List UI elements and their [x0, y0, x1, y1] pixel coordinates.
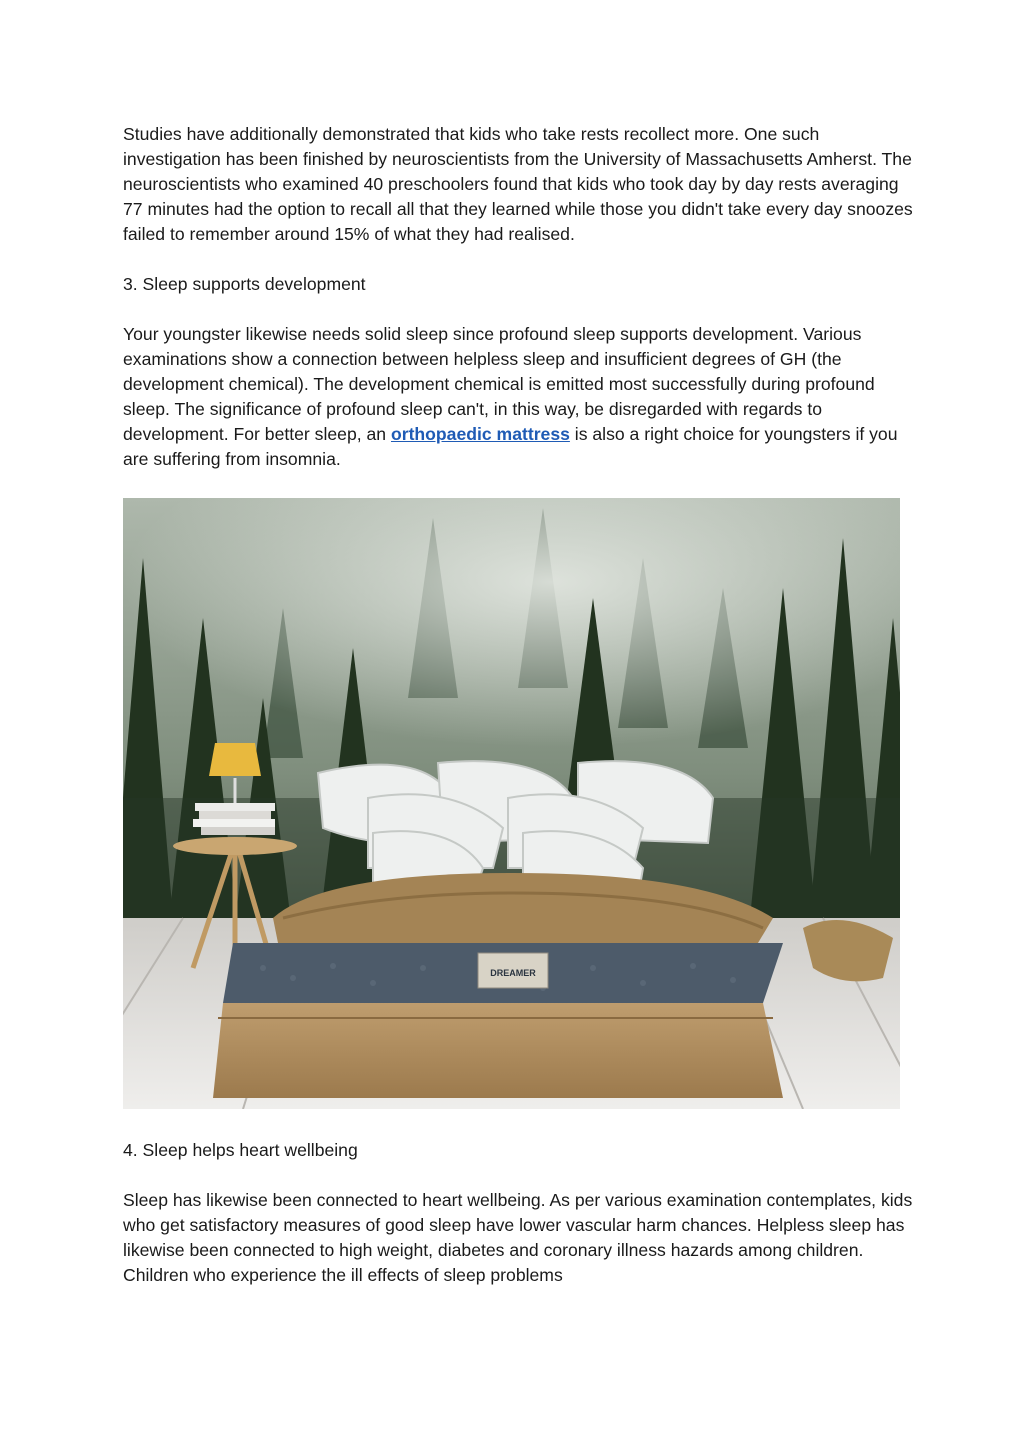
paragraph-heart: Sleep has likewise been connected to heart wellbeing. As per various examination contemplates, kids who get satisfactory measures of good sleep have lower vascular harm chances. Helpless sleep has likewise been connected to high weight, diabetes and coronary illness hazards among children. Children who experience the ill effects of sleep problems [123, 1190, 913, 1285]
bedroom-forest-photo [123, 498, 900, 1109]
paragraph-development [123, 322, 913, 472]
document-body-lower [123, 1138, 913, 1288]
mattress-label: DREAMER [490, 968, 536, 978]
heading-heart-wellbeing: 4. Sleep helps heart wellbeing [123, 1140, 358, 1160]
paragraph-memory: Studies have additionally demonstrated that kids who take rests recollect more. One such investigation has been finished by neuroscientists from the University of Massachusetts Amherst. The neuroscientists who examined 40 preschoolers found that kids who took day by day rests averaging 77 minutes had the option to recall all that they learned while those you didn't take every day snoozes failed to remember around 15% of what they had realised. [123, 124, 913, 244]
heading-sleep-development: 3. Sleep supports development [123, 274, 366, 294]
paragraph-development-text-a: Your youngster likewise needs solid sleep since profound sleep supports development. Various examinations show a connection between helpless sleep and insufficient degrees of GH (the development chemical). The development chemical is emitted most successfully during profound sleep. The significance of profound sleep can't, in this way, be disregarded with regards to development. For better sleep, an [123, 324, 875, 444]
orthopaedic-mattress-link[interactable]: orthopaedic mattress [390, 424, 570, 444]
paragraph-development-text-b: is also a right choice for youngsters if you are suffering from insomnia. [123, 424, 898, 469]
document-body [123, 122, 913, 472]
